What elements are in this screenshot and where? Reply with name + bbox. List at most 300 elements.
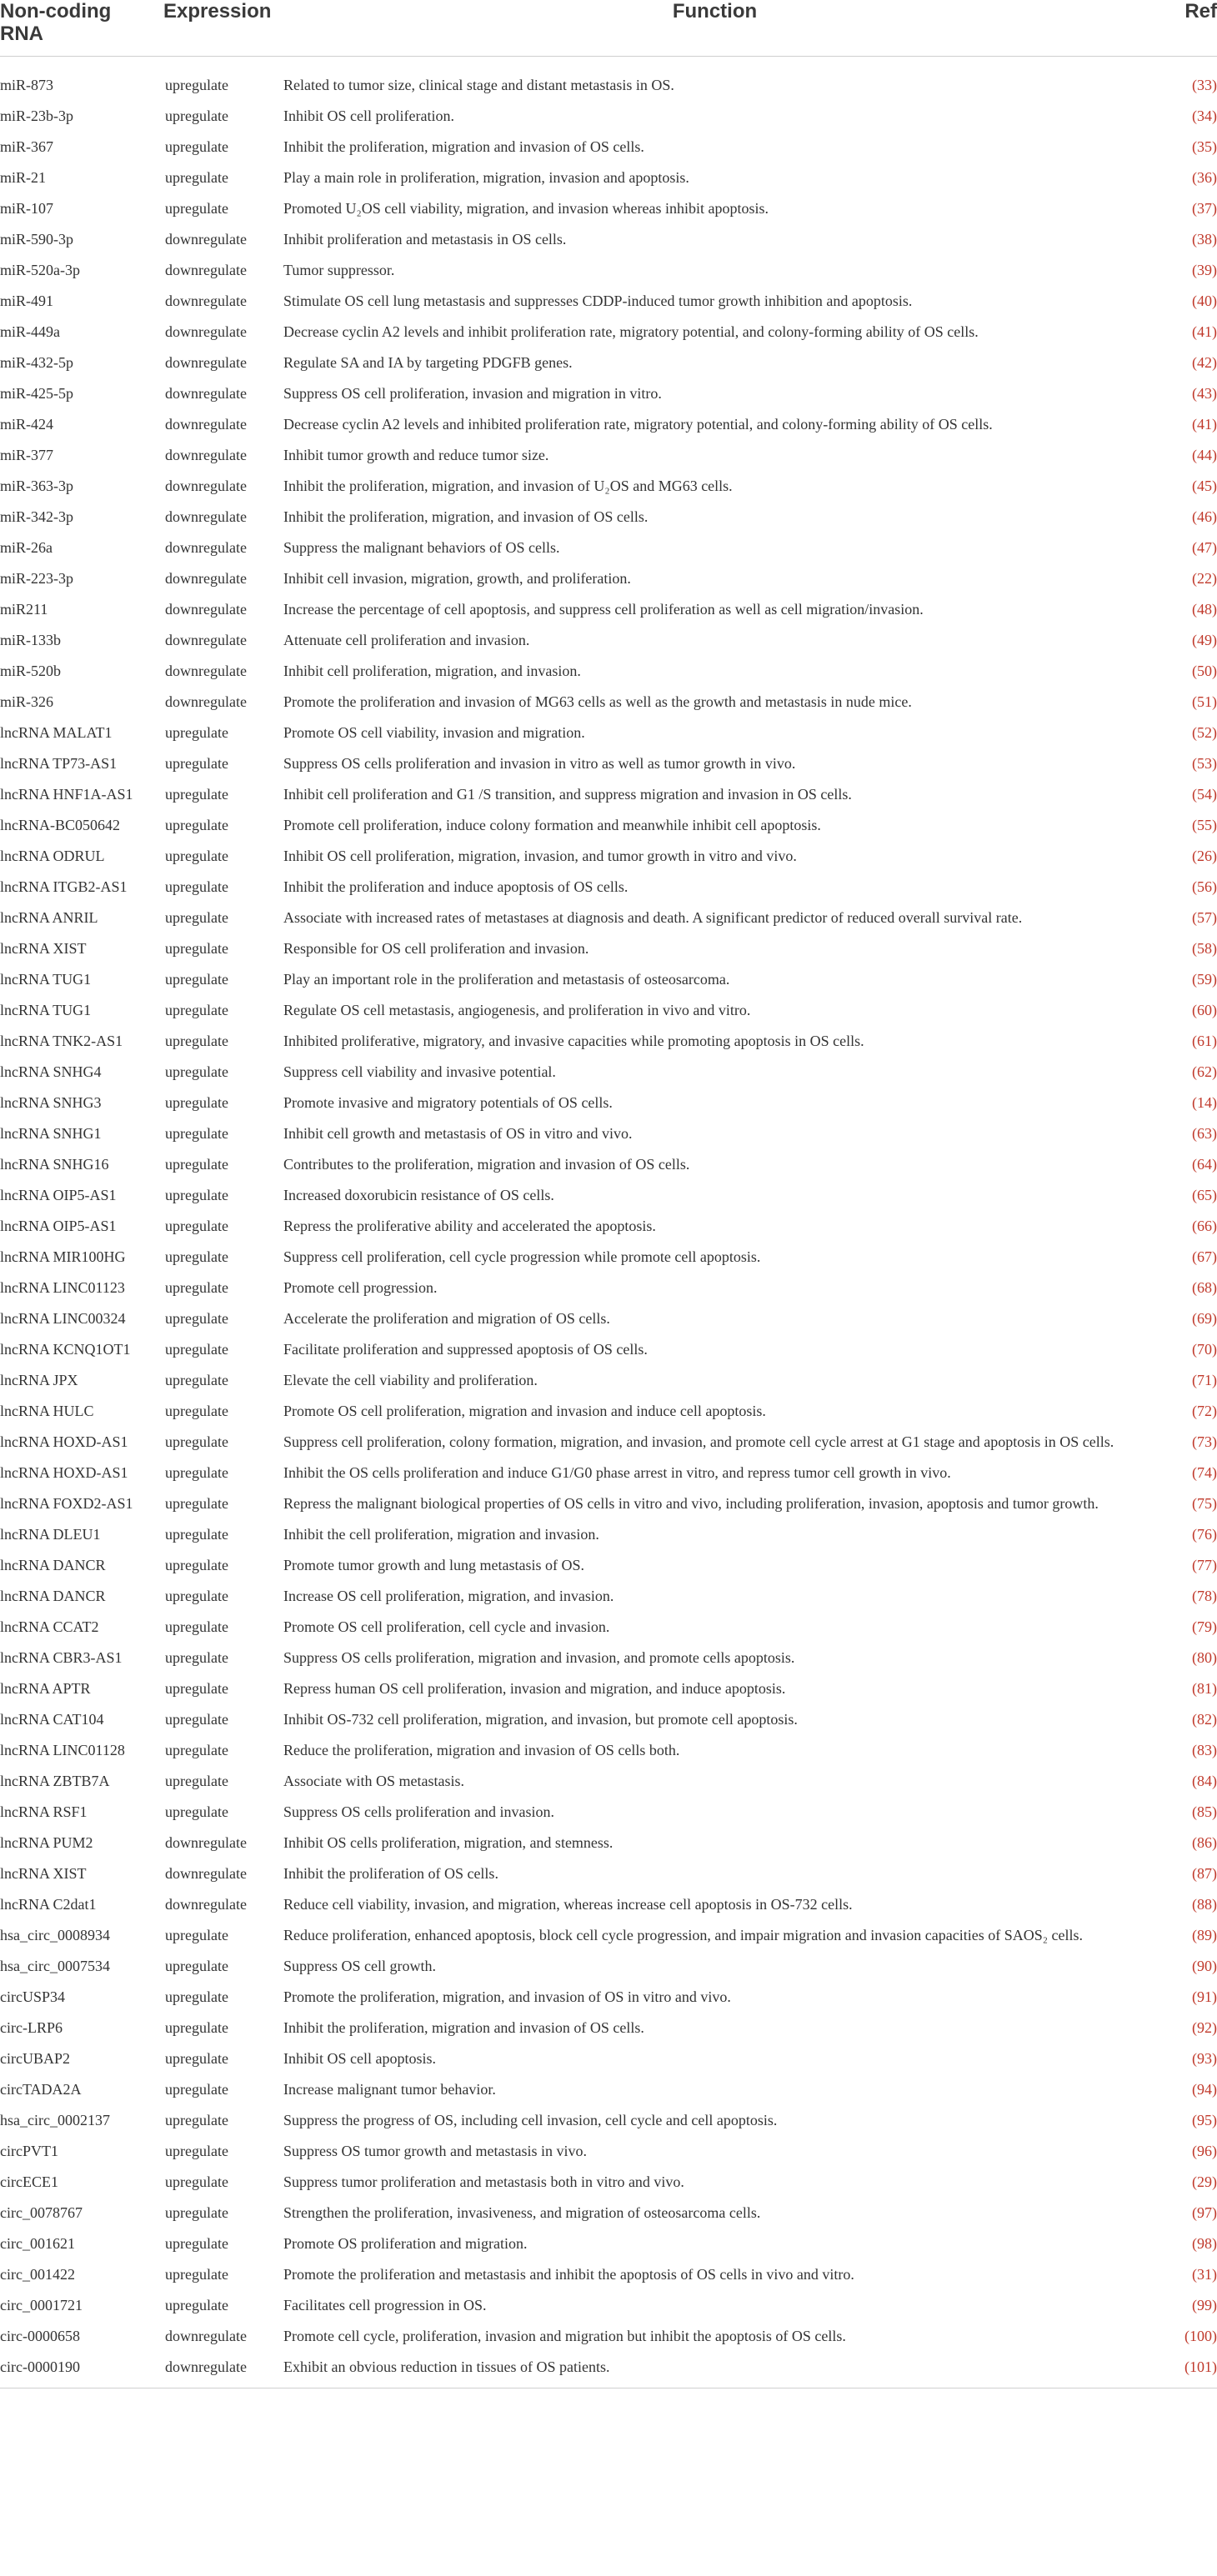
cell-noncoding-rna: circUSP34 — [0, 1988, 65, 2005]
cell-ref-link[interactable]: (97) — [1192, 2203, 1217, 2221]
table-row — [0, 656, 1217, 687]
table-row — [0, 933, 1217, 964]
cell-noncoding-rna: lncRNA ZBTB7A — [0, 1772, 110, 1789]
table-row — [0, 2074, 1217, 2105]
table-row — [0, 1149, 1217, 1180]
cell-noncoding-rna: circ_0001721 — [0, 2296, 83, 2313]
cell-noncoding-rna: miR-377 — [0, 446, 54, 463]
cell-function: Play an important role in the proliferation and metastasis of osteosarcoma. — [283, 970, 730, 988]
cell-function: Play a main role in proliferation, migration, invasion and apoptosis. — [283, 168, 689, 186]
cell-ref-link[interactable]: (56) — [1192, 878, 1217, 895]
cell-ref-link[interactable]: (86) — [1192, 1833, 1217, 1851]
cell-expression: upregulate — [165, 1741, 228, 1758]
table-row — [0, 810, 1217, 841]
cell-expression: downregulate — [165, 1833, 247, 1851]
cell-function: Inhibit OS cells proliferation, migration, and stemness. — [283, 1833, 614, 1851]
cell-ref-link[interactable]: (29) — [1192, 2173, 1217, 2190]
cell-function: Suppress cell proliferation, cell cycle progression while promote cell apoptosis. — [283, 1248, 761, 1265]
cell-function: Suppress OS cells proliferation and invasion. — [283, 1803, 554, 1820]
cell-expression: downregulate — [165, 2358, 247, 2375]
cell-ref-link[interactable]: (87) — [1192, 1864, 1217, 1882]
table-row — [0, 2352, 1217, 2383]
cell-ref-link[interactable]: (36) — [1192, 168, 1217, 186]
cell-function: Promote OS proliferation and migration. — [283, 2234, 528, 2252]
table-row — [0, 286, 1217, 317]
cell-function: Inhibit cell invasion, migration, growth, and proliferation. — [283, 569, 631, 587]
cell-ref-link[interactable]: (74) — [1192, 1463, 1217, 1481]
cell-expression: downregulate — [165, 1864, 247, 1882]
cell-ref-link[interactable]: (63) — [1192, 1124, 1217, 1142]
cell-function: Elevate the cell viability and proliferation. — [283, 1371, 538, 1388]
table-row — [0, 1427, 1217, 1458]
cell-noncoding-rna: lncRNA ODRUL — [0, 847, 105, 864]
cell-function: Suppress the progress of OS, including cell invasion, cell cycle and cell apoptosis. — [283, 2111, 778, 2128]
cell-ref-link[interactable]: (98) — [1192, 2234, 1217, 2252]
cell-noncoding-rna: miR-107 — [0, 199, 54, 217]
cell-expression: upregulate — [165, 1463, 228, 1481]
cell-expression: upregulate — [165, 199, 228, 217]
cell-expression: downregulate — [165, 508, 247, 525]
table-row — [0, 502, 1217, 533]
cell-noncoding-rna: lncRNA-BC050642 — [0, 816, 120, 833]
cell-noncoding-rna: lncRNA C2dat1 — [0, 1895, 97, 1913]
cell-noncoding-rna: miR-520b — [0, 662, 62, 679]
cell-function: Inhibit the OS cells proliferation and induce G1/G0 phase arrest in vitro, and repress tumor cell growth in vivo. — [283, 1463, 951, 1481]
cell-noncoding-rna: miR-223-3p — [0, 569, 73, 587]
cell-function: Inhibit the proliferation of OS cells. — [283, 1864, 498, 1882]
table-row — [0, 1458, 1217, 1488]
cell-function: Suppress cell proliferation, colony formation, migration, and invasion, and promote cell cycle arrest at G1 stage and apoptosis in OS cells. — [283, 1433, 1114, 1450]
cell-ref-link[interactable]: (53) — [1192, 754, 1217, 772]
cell-noncoding-rna: miR-363-3p — [0, 477, 73, 494]
cell-expression: upregulate — [165, 1433, 228, 1450]
cell-function: Inhibit the cell proliferation, migration and invasion. — [283, 1525, 599, 1543]
cell-noncoding-rna: lncRNA LINC01128 — [0, 1741, 125, 1758]
cell-ref-link[interactable]: (44) — [1192, 446, 1217, 463]
cell-ref-link[interactable]: (79) — [1192, 1618, 1217, 1635]
cell-ref-link[interactable]: (83) — [1192, 1741, 1217, 1758]
cell-ref-link[interactable]: (59) — [1192, 970, 1217, 988]
cell-noncoding-rna: circ_001621 — [0, 2234, 75, 2252]
cell-noncoding-rna: lncRNA CCAT2 — [0, 1618, 99, 1635]
table-row — [0, 2167, 1217, 2198]
cell-function: Increased doxorubicin resistance of OS cells. — [283, 1186, 554, 1203]
cell-ref-link[interactable]: (92) — [1192, 2018, 1217, 2036]
cell-function: Inhibit the proliferation, migration and invasion of OS cells. — [283, 2018, 644, 2036]
table-row — [0, 348, 1217, 378]
table-row — [0, 1581, 1217, 1612]
cell-expression: upregulate — [165, 1032, 228, 1049]
cell-function: Suppress OS cell proliferation, invasion and migration in vitro. — [283, 384, 662, 402]
cell-function: Inhibit cell proliferation and G1 /S transition, and suppress migration and invasion in OS cells. — [283, 785, 852, 803]
cell-noncoding-rna: lncRNA MIR100HG — [0, 1248, 126, 1265]
cell-expression: upregulate — [165, 1494, 228, 1512]
cell-noncoding-rna: lncRNA APTR — [0, 1679, 91, 1697]
cell-ref-link[interactable]: (85) — [1192, 1803, 1217, 1820]
cell-noncoding-rna: lncRNA SNHG16 — [0, 1155, 109, 1173]
table-header — [0, 0, 1217, 56]
table-row — [0, 995, 1217, 1026]
cell-ref-link[interactable]: (14) — [1192, 1093, 1217, 1111]
cell-function: Inhibit OS cell apoptosis. — [283, 2049, 436, 2067]
cell-function: Inhibit OS cell proliferation. — [283, 107, 454, 124]
cell-expression: downregulate — [165, 569, 247, 587]
cell-ref-link[interactable]: (46) — [1192, 508, 1217, 525]
cell-noncoding-rna: miR-23b-3p — [0, 107, 73, 124]
table-row — [0, 1242, 1217, 1273]
cell-noncoding-rna: miR-432-5p — [0, 353, 73, 371]
cell-function: Promote the proliferation, migration, and invasion of OS in vitro and vivo. — [283, 1988, 731, 2005]
cell-ref-link[interactable]: (99) — [1192, 2296, 1217, 2313]
cell-ref-link[interactable]: (70) — [1192, 1340, 1217, 1358]
cell-function: Promote the proliferation and invasion of MG63 cells as well as the growth and metastasis in nude mice. — [283, 693, 912, 710]
cell-ref-link[interactable]: (57) — [1192, 908, 1217, 926]
table-row — [0, 1334, 1217, 1365]
cell-function: Promote invasive and migratory potentials of OS cells. — [283, 1093, 613, 1111]
table-row — [0, 1303, 1217, 1334]
cell-function: Inhibit cell proliferation, migration, and invasion. — [283, 662, 581, 679]
cell-expression: downregulate — [165, 1895, 247, 1913]
cell-ref-link[interactable]: (90) — [1192, 1957, 1217, 1974]
cell-ref-link[interactable]: (61) — [1192, 1032, 1217, 1049]
table-row — [0, 779, 1217, 810]
cell-noncoding-rna: lncRNA TP73-AS1 — [0, 754, 118, 772]
cell-noncoding-rna: lncRNA XIST — [0, 939, 87, 957]
cell-function: Repress the proliferative ability and accelerated the apoptosis. — [283, 1217, 656, 1234]
cell-ref-link[interactable]: (40) — [1192, 292, 1217, 309]
cell-expression: upregulate — [165, 2080, 228, 2098]
cell-ref-link[interactable]: (26) — [1192, 847, 1217, 864]
cell-expression: upregulate — [165, 723, 228, 741]
cell-ref-link[interactable]: (48) — [1192, 600, 1217, 618]
table-row — [0, 1951, 1217, 1982]
cell-function: Inhibit tumor growth and reduce tumor size. — [283, 446, 549, 463]
cell-ref-link[interactable]: (67) — [1192, 1248, 1217, 1265]
cell-expression: upregulate — [165, 1803, 228, 1820]
cell-function: Increase OS cell proliferation, migration, and invasion. — [283, 1587, 614, 1604]
cell-expression: upregulate — [165, 168, 228, 186]
cell-noncoding-rna: lncRNA OIP5-AS1 — [0, 1186, 117, 1203]
cell-noncoding-rna: lncRNA ANRIL — [0, 908, 98, 926]
cell-noncoding-rna: lncRNA HOXD-AS1 — [0, 1433, 128, 1450]
cell-function: Reduce cell viability, invasion, and migration, whereas increase cell apoptosis in OS-732 cells. — [283, 1895, 853, 1913]
cell-expression: upregulate — [165, 847, 228, 864]
cell-ref-link[interactable]: (37) — [1192, 199, 1217, 217]
cell-noncoding-rna: lncRNA SNHG4 — [0, 1063, 102, 1080]
cell-noncoding-rna: lncRNA HULC — [0, 1402, 94, 1419]
cell-ref-link[interactable]: (22) — [1192, 569, 1217, 587]
cell-expression: upregulate — [165, 2111, 228, 2128]
cell-ref-link[interactable]: (88) — [1192, 1895, 1217, 1913]
cell-ref-link[interactable]: (84) — [1192, 1772, 1217, 1789]
cell-noncoding-rna: lncRNA XIST — [0, 1864, 87, 1882]
cell-function: Associate with OS metastasis. — [283, 1772, 464, 1789]
table-body — [0, 56, 1217, 2383]
cell-expression: upregulate — [165, 878, 228, 895]
cell-noncoding-rna: miR-21 — [0, 168, 47, 186]
cell-expression: downregulate — [165, 261, 247, 278]
table-row — [0, 1982, 1217, 2013]
cell-function: Suppress OS cells proliferation and invasion in vitro as well as tumor growth in vivo. — [283, 754, 796, 772]
cell-expression: upregulate — [165, 908, 228, 926]
table-row — [0, 1858, 1217, 1889]
table-row — [0, 378, 1217, 409]
cell-ref-link[interactable]: (33) — [1192, 76, 1217, 93]
cell-expression: upregulate — [165, 76, 228, 93]
cell-noncoding-rna: circ-0000190 — [0, 2358, 80, 2375]
table-row — [0, 224, 1217, 255]
table-row — [0, 964, 1217, 995]
table-row — [0, 1550, 1217, 1581]
cell-noncoding-rna: lncRNA DANCR — [0, 1587, 106, 1604]
cell-expression: upregulate — [165, 1001, 228, 1018]
cell-expression: upregulate — [165, 785, 228, 803]
cell-expression: upregulate — [165, 1186, 228, 1203]
table-row — [0, 1488, 1217, 1519]
cell-expression: upregulate — [165, 1124, 228, 1142]
cell-function: Attenuate cell proliferation and invasion. — [283, 631, 530, 648]
cell-function: Increase the percentage of cell apoptosis, and suppress cell proliferation as well as cell migration/invasion. — [283, 600, 924, 618]
table-row — [0, 2136, 1217, 2167]
table-row — [0, 1673, 1217, 1704]
table-row — [0, 1057, 1217, 1088]
cell-ref-link[interactable]: (60) — [1192, 1001, 1217, 1018]
cell-ref-link[interactable]: (35) — [1192, 138, 1217, 155]
cell-ref-link[interactable]: (41) — [1192, 415, 1217, 433]
cell-ref-link[interactable]: (62) — [1192, 1063, 1217, 1080]
cell-noncoding-rna: circ_0078767 — [0, 2203, 83, 2221]
cell-function: Suppress the malignant behaviors of OS cells. — [283, 538, 560, 556]
table-row — [0, 1612, 1217, 1643]
cell-function: Facilitate proliferation and suppressed apoptosis of OS cells. — [283, 1340, 648, 1358]
cell-expression: upregulate — [165, 1093, 228, 1111]
cell-function: Inhibit the proliferation, migration, and invasion of OS cells. — [283, 508, 649, 525]
cell-function: Stimulate OS cell lung metastasis and suppresses CDDP-induced tumor growth inhibition and apoptosis. — [283, 292, 913, 309]
cell-ref-link[interactable]: (43) — [1192, 384, 1217, 402]
cell-noncoding-rna: circ-LRP6 — [0, 2018, 63, 2036]
table-row — [0, 841, 1217, 872]
cell-ref-link[interactable]: (76) — [1192, 1525, 1217, 1543]
cell-noncoding-rna: lncRNA DANCR — [0, 1556, 106, 1573]
cell-function: Promote the proliferation and metastasis and inhibit the apoptosis of OS cells in vivo and vitro. — [283, 2265, 854, 2283]
cell-ref-link[interactable]: (58) — [1192, 939, 1217, 957]
cell-ref-link[interactable]: (81) — [1192, 1679, 1217, 1697]
cell-expression: upregulate — [165, 1648, 228, 1666]
cell-ref-link[interactable]: (80) — [1192, 1648, 1217, 1666]
cell-ref-link[interactable]: (96) — [1192, 2142, 1217, 2159]
cell-expression: downregulate — [165, 693, 247, 710]
cell-function: Promote OS cell viability, invasion and migration. — [283, 723, 585, 741]
cell-noncoding-rna: lncRNA TUG1 — [0, 1001, 92, 1018]
cell-expression: upregulate — [165, 2296, 228, 2313]
cell-ref-link[interactable]: (52) — [1192, 723, 1217, 741]
cell-noncoding-rna: miR-491 — [0, 292, 54, 309]
cell-noncoding-rna: miR-873 — [0, 76, 54, 93]
cell-expression: upregulate — [165, 2203, 228, 2221]
cell-function: Tumor suppressor. — [283, 261, 395, 278]
cell-noncoding-rna: lncRNA LINC01123 — [0, 1278, 125, 1296]
cell-ref-link[interactable]: (68) — [1192, 1278, 1217, 1296]
cell-function: Promote OS cell proliferation, migration and invasion and induce cell apoptosis. — [283, 1402, 766, 1419]
cell-function: Increase malignant tumor behavior. — [283, 2080, 496, 2098]
cell-ref-link[interactable]: (95) — [1192, 2111, 1217, 2128]
table-row — [0, 163, 1217, 193]
cell-expression: upregulate — [165, 1679, 228, 1697]
cell-ref-link[interactable]: (55) — [1192, 816, 1217, 833]
cell-ref-link[interactable]: (41) — [1192, 323, 1217, 340]
cell-noncoding-rna: circPVT1 — [0, 2142, 58, 2159]
cell-ref-link[interactable]: (51) — [1192, 693, 1217, 710]
cell-expression: downregulate — [165, 415, 247, 433]
cell-noncoding-rna: hsa_circ_0007534 — [0, 1957, 110, 1974]
cell-ref-link[interactable]: (34) — [1192, 107, 1217, 124]
cell-noncoding-rna: lncRNA KCNQ1OT1 — [0, 1340, 131, 1358]
cell-ref-link[interactable]: (50) — [1192, 662, 1217, 679]
cell-ref-link[interactable]: (54) — [1192, 785, 1217, 803]
cell-ref-link[interactable]: (91) — [1192, 1988, 1217, 2005]
cell-expression: upregulate — [165, 1556, 228, 1573]
table-row — [0, 2228, 1217, 2259]
table-row — [0, 317, 1217, 348]
cell-function: Inhibit cell growth and metastasis of OS in vitro and vivo. — [283, 1124, 633, 1142]
cell-expression: upregulate — [165, 2049, 228, 2067]
table-row — [0, 440, 1217, 471]
cell-function: Strengthen the proliferation, invasiveness, and migration of osteosarcoma cells. — [283, 2203, 761, 2221]
header-rna-line-1: Non-coding — [0, 0, 112, 23]
cell-function: Suppress OS cells proliferation, migration and invasion, and promote cells apoptosis. — [283, 1648, 795, 1666]
cell-ref-link[interactable]: (89) — [1192, 1926, 1217, 1943]
cell-noncoding-rna: lncRNA DLEU1 — [0, 1525, 101, 1543]
cell-ref-link[interactable]: (82) — [1192, 1710, 1217, 1728]
cell-expression: downregulate — [165, 538, 247, 556]
table-row — [0, 1519, 1217, 1550]
cell-ref-link[interactable]: (69) — [1192, 1309, 1217, 1327]
cell-function: Suppress tumor proliferation and metastasis both in vitro and vivo. — [283, 2173, 684, 2190]
table-row — [0, 2290, 1217, 2321]
table-row — [0, 2105, 1217, 2136]
cell-function: Promoted U₂OS cell viability, migration, and invasion whereas inhibit apoptosis. — [283, 199, 769, 217]
cell-ref-link[interactable]: (93) — [1192, 2049, 1217, 2067]
cell-noncoding-rna: lncRNA SNHG1 — [0, 1124, 102, 1142]
cell-ref-link[interactable]: (77) — [1192, 1556, 1217, 1573]
cell-expression: upregulate — [165, 1248, 228, 1265]
cell-function: Regulate OS cell metastasis, angiogenesis, and proliferation in vivo and vitro. — [283, 1001, 751, 1018]
cell-noncoding-rna: lncRNA CBR3-AS1 — [0, 1648, 123, 1666]
cell-function: Decrease cyclin A2 levels and inhibit proliferation rate, migratory potential, and colony-forming ability of OS cells. — [283, 323, 979, 340]
cell-expression: upregulate — [165, 2173, 228, 2190]
cell-ref-link[interactable]: (45) — [1192, 477, 1217, 494]
cell-ref-link[interactable]: (38) — [1192, 230, 1217, 248]
cell-ref-link[interactable]: (65) — [1192, 1186, 1217, 1203]
cell-expression: upregulate — [165, 1371, 228, 1388]
cell-expression: upregulate — [165, 2234, 228, 2252]
cell-ref-link[interactable]: (47) — [1192, 538, 1217, 556]
cell-expression: upregulate — [165, 970, 228, 988]
cell-expression: downregulate — [165, 631, 247, 648]
cell-ref-link[interactable]: (71) — [1192, 1371, 1217, 1388]
table-row — [0, 687, 1217, 718]
cell-expression: downregulate — [165, 2327, 247, 2344]
header-expression: Expression — [163, 0, 282, 56]
header-ref: Ref — [1148, 0, 1217, 56]
cell-function: Promote cell progression. — [283, 1278, 438, 1296]
cell-noncoding-rna: lncRNA SNHG3 — [0, 1093, 102, 1111]
cell-function: Repress human OS cell proliferation, invasion and migration, and induce apoptosis. — [283, 1679, 786, 1697]
table-row — [0, 193, 1217, 224]
header-noncoding-rna — [0, 0, 163, 56]
table-row — [0, 2013, 1217, 2043]
cell-expression: upregulate — [165, 2142, 228, 2159]
cell-expression: upregulate — [165, 1402, 228, 1419]
cell-expression: downregulate — [165, 662, 247, 679]
cell-ref-link[interactable]: (73) — [1192, 1433, 1217, 1450]
cell-noncoding-rna: lncRNA JPX — [0, 1371, 78, 1388]
cell-function: Promote cell cycle, proliferation, invasion and migration but inhibit the apoptosis of OS cells. — [283, 2327, 846, 2344]
table-row — [0, 533, 1217, 563]
cell-noncoding-rna: lncRNA HNF1A-AS1 — [0, 785, 133, 803]
cell-expression: upregulate — [165, 1217, 228, 1234]
cell-expression: upregulate — [165, 1988, 228, 2005]
header-rna-line-2: RNA — [0, 23, 43, 45]
table-row — [0, 563, 1217, 594]
cell-ref-link[interactable]: (101) — [1184, 2358, 1217, 2375]
cell-expression: upregulate — [165, 1309, 228, 1327]
table-row — [0, 1643, 1217, 1673]
cell-expression: upregulate — [165, 138, 228, 155]
table-row — [0, 625, 1217, 656]
cell-ref-link[interactable]: (49) — [1192, 631, 1217, 648]
cell-noncoding-rna: miR-590-3p — [0, 230, 73, 248]
cell-noncoding-rna: lncRNA PUM2 — [0, 1833, 93, 1851]
cell-function: Inhibit OS cell proliferation, migration, invasion, and tumor growth in vitro and vivo. — [283, 847, 797, 864]
cell-expression: downregulate — [165, 230, 247, 248]
cell-noncoding-rna: lncRNA TUG1 — [0, 970, 92, 988]
table-row — [0, 1273, 1217, 1303]
cell-ref-link[interactable]: (100) — [1184, 2327, 1217, 2344]
cell-ref-link[interactable]: (64) — [1192, 1155, 1217, 1173]
cell-noncoding-rna: miR-425-5p — [0, 384, 73, 402]
cell-function: Promote OS cell proliferation, cell cycle and invasion. — [283, 1618, 610, 1635]
cell-ref-link[interactable]: (78) — [1192, 1587, 1217, 1604]
cell-function: Inhibit the proliferation and induce apoptosis of OS cells. — [283, 878, 629, 895]
cell-noncoding-rna: lncRNA TNK2-AS1 — [0, 1032, 123, 1049]
cell-noncoding-rna: miR-449a — [0, 323, 60, 340]
cell-ref-link[interactable]: (72) — [1192, 1402, 1217, 1419]
cell-ref-link[interactable]: (31) — [1192, 2265, 1217, 2283]
cell-expression: upregulate — [165, 939, 228, 957]
cell-ref-link[interactable]: (75) — [1192, 1494, 1217, 1512]
table-row — [0, 56, 1217, 101]
cell-expression: upregulate — [165, 1278, 228, 1296]
cell-function: Inhibit the proliferation, migration, and invasion of U₂OS and MG63 cells. — [283, 477, 733, 494]
table-row — [0, 748, 1217, 779]
cell-expression: upregulate — [165, 1587, 228, 1604]
cell-noncoding-rna: miR-520a-3p — [0, 261, 80, 278]
cell-expression: upregulate — [165, 1340, 228, 1358]
table-row — [0, 101, 1217, 132]
cell-ref-link[interactable]: (94) — [1192, 2080, 1217, 2098]
cell-noncoding-rna: miR-26a — [0, 538, 53, 556]
cell-ref-link[interactable]: (39) — [1192, 261, 1217, 278]
cell-noncoding-rna: lncRNA MALAT1 — [0, 723, 113, 741]
table-row — [0, 1396, 1217, 1427]
cell-function: Responsible for OS cell proliferation and invasion. — [283, 939, 589, 957]
cell-ref-link[interactable]: (66) — [1192, 1217, 1217, 1234]
table-row — [0, 1766, 1217, 1797]
cell-noncoding-rna: circ-0000658 — [0, 2327, 80, 2344]
cell-noncoding-rna: lncRNA HOXD-AS1 — [0, 1463, 128, 1481]
cell-ref-link[interactable]: (42) — [1192, 353, 1217, 371]
